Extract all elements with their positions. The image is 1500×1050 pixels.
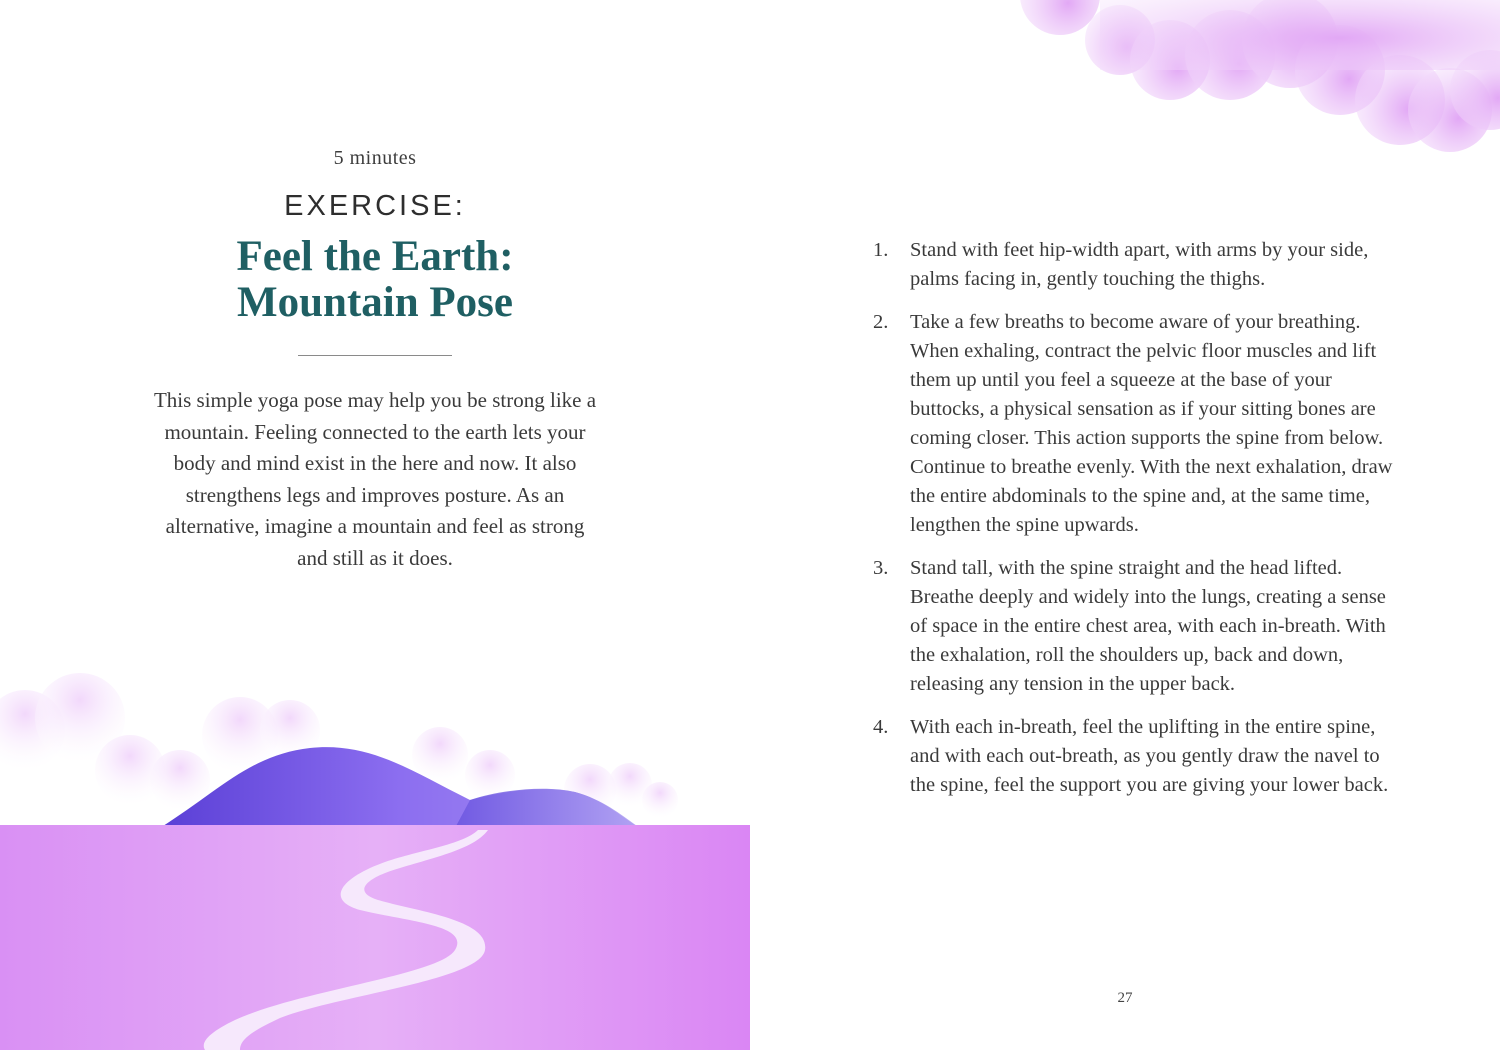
page-number: 27 bbox=[1117, 990, 1133, 1006]
step-number: 1. bbox=[873, 239, 889, 261]
step-text: Take a few breaths to become aware of your breathing. When exhaling, contract the pelvic floor muscles and lift them up until you feel a squeeze at the base of your buttocks, a physical sensation as if your sitting bones are coming closer. This action supports the spine from below. Continue to breathe evenly. With the next exhalation, draw the entire abdominals to the spine and, at the same time, lengthen the spine upwards. bbox=[910, 311, 1393, 536]
exercise-title bbox=[0, 234, 750, 326]
step-number: 3. bbox=[873, 557, 889, 579]
step-number: 4. bbox=[873, 716, 889, 738]
exercise-label: EXERCISE: bbox=[284, 190, 466, 222]
step-text: Stand tall, with the spine straight and the head lifted. Breathe deeply and widely into the lungs, creating a sense of space in the entire chest area, with each in-breath. With the exhalation, roll the shoulders up, back and down, releasing any tension in the upper back. bbox=[910, 557, 1386, 695]
title-line-2: Mountain Pose bbox=[237, 279, 513, 326]
title-line-1: Feel the Earth: bbox=[236, 233, 514, 280]
mountain-lake-illustration bbox=[0, 660, 750, 1050]
step-item bbox=[873, 308, 1393, 540]
step-item bbox=[873, 713, 1393, 800]
steps-list bbox=[873, 236, 1393, 814]
step-text: With each in-breath, feel the uplifting in the entire spine, and with each out-breath, as you gently draw the navel to the spine, feel the support you are giving your lower back. bbox=[910, 716, 1389, 796]
lake-shape bbox=[0, 825, 750, 1050]
intro-paragraph: This simple yoga pose may help you be strong like a mountain. Feeling connected to the earth lets your body and mind exist in the here and now. It also strengthens legs and improves posture. As an alternative, imagine a mountain and feel as strong and still as it does. bbox=[153, 388, 597, 570]
step-item bbox=[873, 236, 1393, 294]
right-page bbox=[750, 0, 1500, 1050]
step-text: Stand with feet hip-width apart, with arms by your side, palms facing in, gently touching the thighs. bbox=[910, 239, 1369, 290]
step-number: 2. bbox=[873, 311, 889, 333]
step-item bbox=[873, 554, 1393, 699]
duration-label: 5 minutes bbox=[333, 147, 417, 169]
title-divider bbox=[298, 355, 452, 356]
